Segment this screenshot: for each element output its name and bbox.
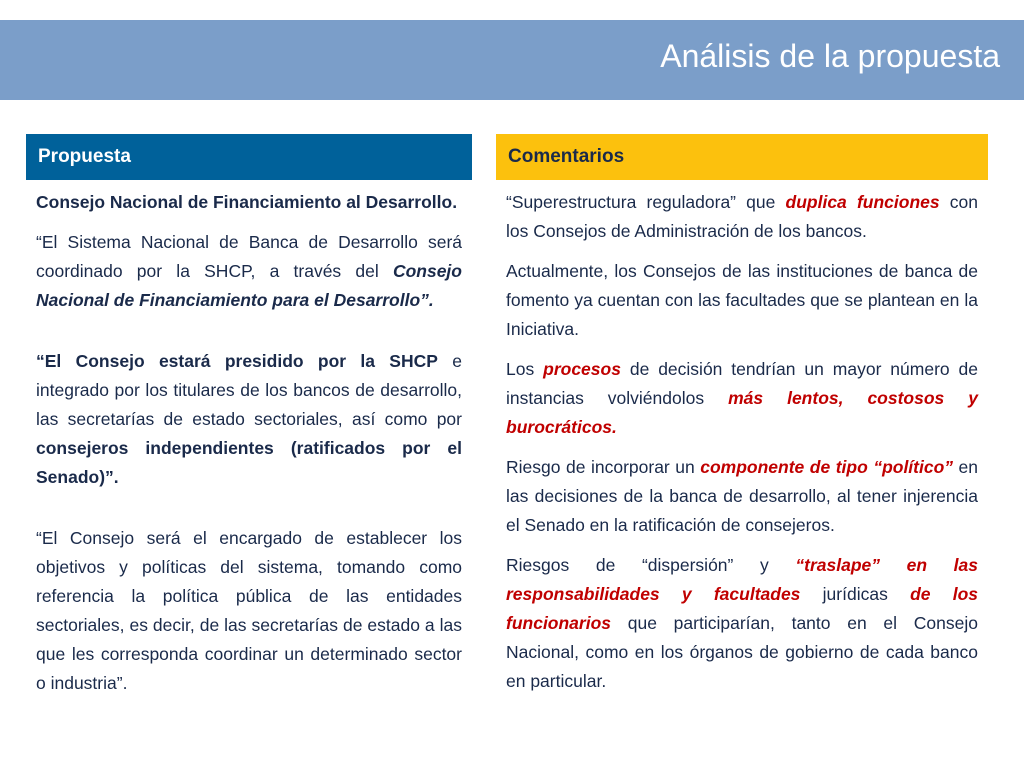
- comment-5: [506, 551, 978, 696]
- comments-body: [496, 180, 988, 696]
- comment-1: [506, 188, 978, 246]
- comment-4: [506, 453, 978, 540]
- comment-5-highlight-a: “traslape” en las responsabilidades y facultades: [506, 555, 978, 604]
- proposal-paragraph-2-text: “El Sistema Nacional de Banca de Desarrollo será coordinado por la SHCP, a través del: [36, 232, 462, 281]
- comment-4-text-b: en las decisiones de la banca de desarrollo, al tener injerencia el Senado en la ratificación de consejeros.: [506, 457, 979, 535]
- comment-5-text-a: Riesgos de “dispersión” y: [506, 555, 796, 575]
- comment-3-text-b: de decisión tendrían un mayor número de instancias volviéndolos: [506, 359, 979, 408]
- comment-3-highlight-a: procesos: [543, 359, 621, 379]
- comment-1-text-b: con los Consejos de Administración de los bancos.: [506, 192, 978, 241]
- comment-3-highlight-b: más lentos, costosos y burocráticos.: [506, 388, 978, 437]
- slide-title: Análisis de la propuesta: [660, 38, 1000, 74]
- comment-4-text-a: Riesgo de incorporar un: [506, 457, 701, 477]
- comment-5-text-c: que participarían, tanto en el Consejo Nacional, como en los órganos de gobierno de cada banco en particular.: [506, 613, 978, 691]
- proposal-paragraph-2: [36, 228, 462, 315]
- proposal-paragraph-3-emphasis: consejeros independientes (ratificados por el Senado)”.: [36, 438, 462, 487]
- comment-1-highlight: duplica funciones: [785, 192, 940, 212]
- comment-5-text-b: jurídicas: [800, 584, 911, 604]
- comment-4-highlight: componente de tipo “político”: [700, 457, 954, 477]
- comment-3: [506, 355, 978, 442]
- proposal-paragraph-3: [36, 347, 462, 492]
- title-band: [0, 20, 1024, 100]
- comment-2: Actualmente, los Consejos de las instituciones de banca de fomento ya cuentan con las facultades que se plantean en la Iniciativa.: [506, 261, 978, 339]
- comments-column: [496, 134, 988, 707]
- proposal-paragraph-3-text: e integrado por los titulares de los bancos de desarrollo, las secretarías de estado sectoriales, así como por: [36, 351, 462, 429]
- comments-heading: Comentarios: [496, 134, 988, 180]
- proposal-column: [26, 134, 472, 709]
- comment-5-highlight-b: de los funcionarios: [506, 584, 979, 633]
- proposal-heading: Propuesta: [26, 134, 472, 180]
- comment-1-text-a: “Superestructura reguladora” que: [506, 192, 786, 212]
- proposal-paragraph-3-lead: “El Consejo estará presidido por la SHCP: [36, 351, 438, 371]
- comment-3-text-a: Los: [506, 359, 544, 379]
- proposal-paragraph-2-emphasis: Consejo Nacional de Financiamiento para el Desarrollo”.: [36, 261, 462, 310]
- proposal-paragraph-4: “El Consejo será el encargado de establecer los objetivos y políticas del sistema, tomando como referencia la política pública de las entidades sectoriales, es decir, de las secretarías de estado a las que les corresponda coordinar un determinado sector o industria”.: [36, 528, 462, 693]
- proposal-body: [26, 180, 472, 698]
- proposal-paragraph-1: Consejo Nacional de Financiamiento al Desarrollo.: [36, 192, 458, 212]
